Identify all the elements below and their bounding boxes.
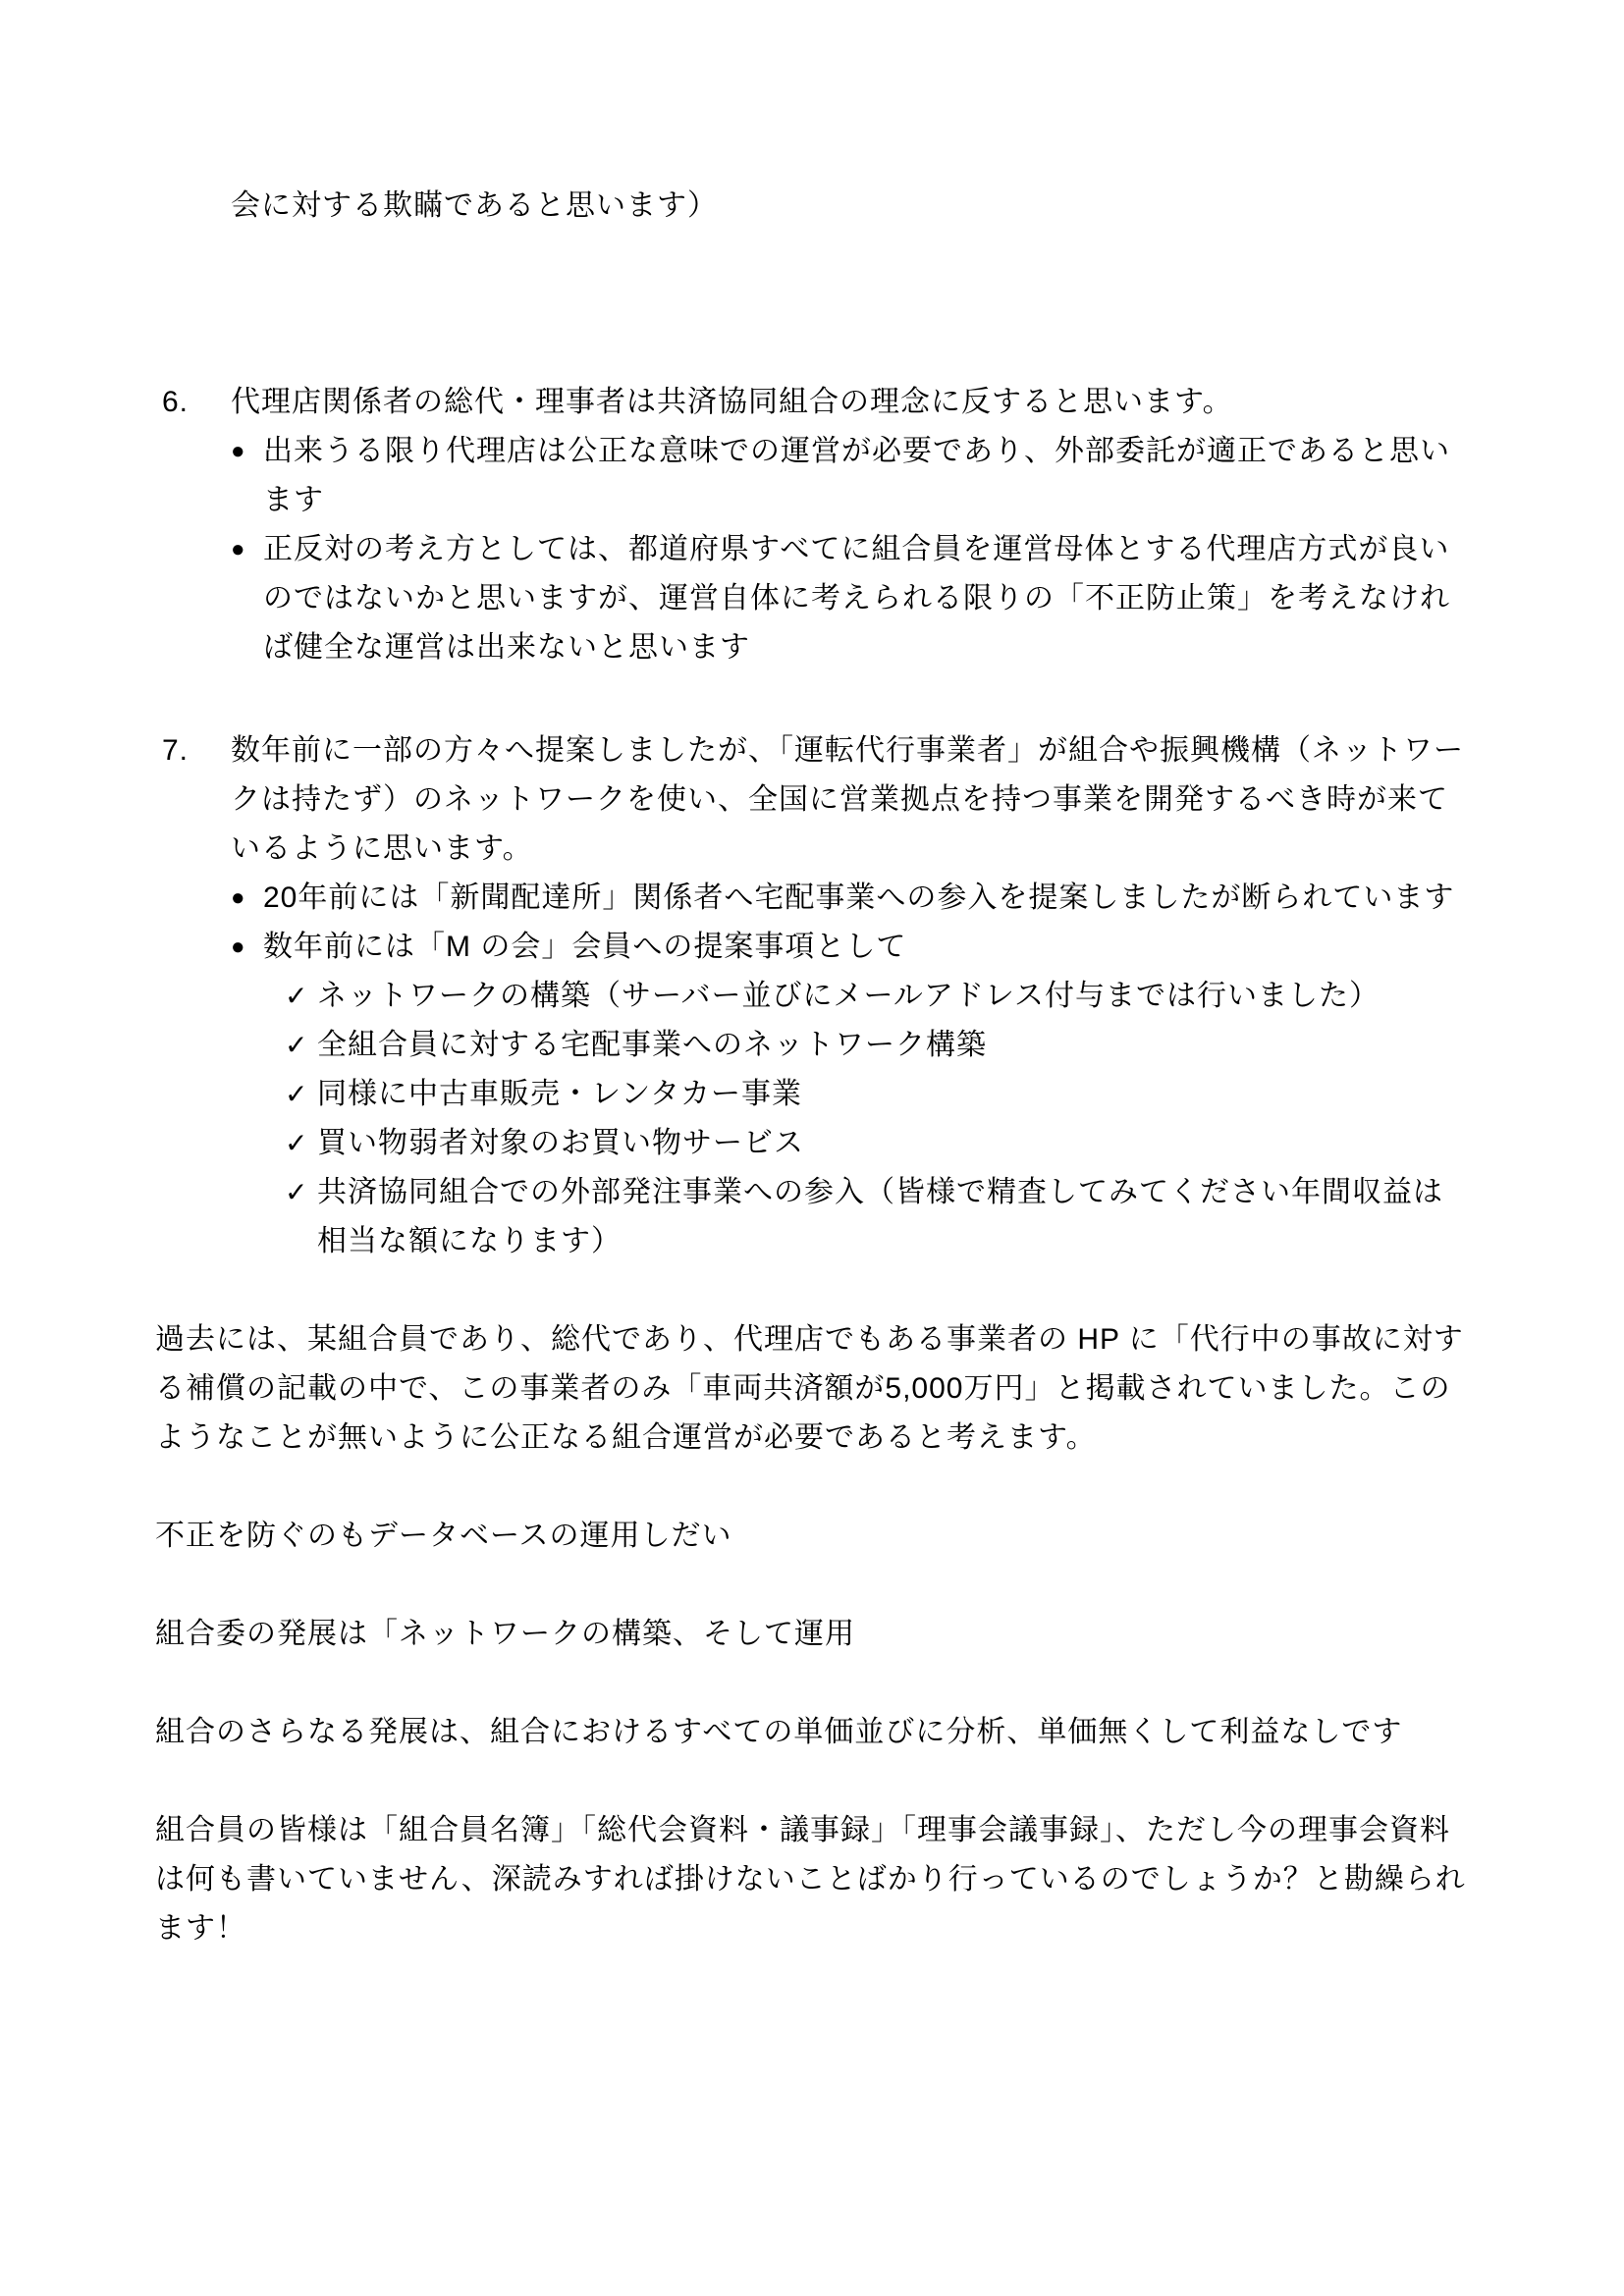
check-item [155, 1119, 1469, 1168]
body-paragraph: 不正を防ぐのもデータベースの運用しだい [155, 1520, 732, 1552]
check-item [155, 1168, 1469, 1266]
check-text: 共済協同組合での外部発注事業への参入（皆様で精査してみてください年間収益は相当な額になります） [317, 1176, 1443, 1257]
checkmark-icon: ✓ [285, 981, 309, 1011]
bullet-icon: ● [231, 536, 246, 562]
check-item [155, 1070, 1469, 1119]
item-number: 6. [162, 386, 189, 418]
bullet-text: 出来うる限り代理店は公正な意味での運営が必要であり、外部委託が適正であると思います [263, 435, 1450, 516]
checkmark-icon: ✓ [285, 1177, 309, 1207]
checkmark-icon: ✓ [285, 1079, 309, 1109]
bullet-text: 数年前には「M の会」会員への提案事項として [263, 931, 907, 963]
check-text: 買い物弱者対象のお買い物サービス [317, 1127, 804, 1159]
bullet-item [155, 874, 1469, 923]
body-paragraph: 組合委の発展は「ネットワークの構築、そして運用 [155, 1618, 855, 1650]
body-paragraph: 組合員の皆様は「組合員名簿」「総代会資料・議事録」「理事会議事録」、ただし今の理事会資料は何も書いていません、深読みすれば掛けないことばかり行っているのでしょうか？と勘繰られます！ [155, 1814, 1466, 1945]
bullet-item [155, 923, 1469, 972]
bullet-text: 20年前には「新聞配達所」関係者へ宅配事業への参入を提案しましたが断られています [263, 881, 1455, 914]
check-text: 同様に中古車販売・レンタカー事業 [317, 1078, 803, 1110]
bullet-icon: ● [231, 438, 246, 464]
body-paragraph: 組合のさらなる発展は、組合におけるすべての単価並びに分析、単価無くして利益なしです [155, 1716, 1403, 1748]
bullet-icon: ● [231, 934, 246, 960]
checkmark-icon: ✓ [285, 1030, 309, 1060]
body-paragraph: 過去には、某組合員であり、総代であり、代理店でもある事業者の HP に「代行中の事故に対する補償の記載の中で、この事業者のみ「車両共済額が5,000万円」と掲載されていました。このようなことが無いように公正なる組合運営が必要であると考えます。 [155, 1323, 1464, 1454]
bullet-item [155, 427, 1469, 525]
bullet-icon: ● [231, 884, 246, 911]
continuation-paragraph: 会に対する欺瞞であると思います） [231, 189, 718, 222]
numbered-item-7 [155, 726, 1469, 874]
bullet-text: 正反対の考え方としては、都道府県すべてに組合員を運営母体とする代理店方式が良いのではないかと思いますが、運営自体に考えられる限りの「不正防止策」を考えなければ健全な運営は出来ないと思います [263, 533, 1450, 664]
check-item [155, 972, 1469, 1021]
check-item [155, 1021, 1469, 1070]
item-text: 代理店関係者の総代・理事者は共済協同組合の理念に反すると思います。 [231, 386, 1233, 418]
item-text: 数年前に一部の方々へ提案しましたが、「運転代行事業者」が組合や振興機構（ネットワークは持たず）のネットワークを使い、全国に営業拠点を持つ事業を開発するべき時が来ているように思います。 [231, 734, 1464, 865]
check-text: 全組合員に対する宅配事業へのネットワーク構築 [317, 1029, 987, 1061]
checkmark-icon: ✓ [285, 1128, 309, 1158]
numbered-item-6 [155, 378, 1469, 427]
check-text: ネットワークの構築（サーバー並びにメールアドレス付与までは行いました） [317, 980, 1380, 1012]
bullet-item [155, 525, 1469, 672]
item-number: 7. [162, 734, 189, 767]
